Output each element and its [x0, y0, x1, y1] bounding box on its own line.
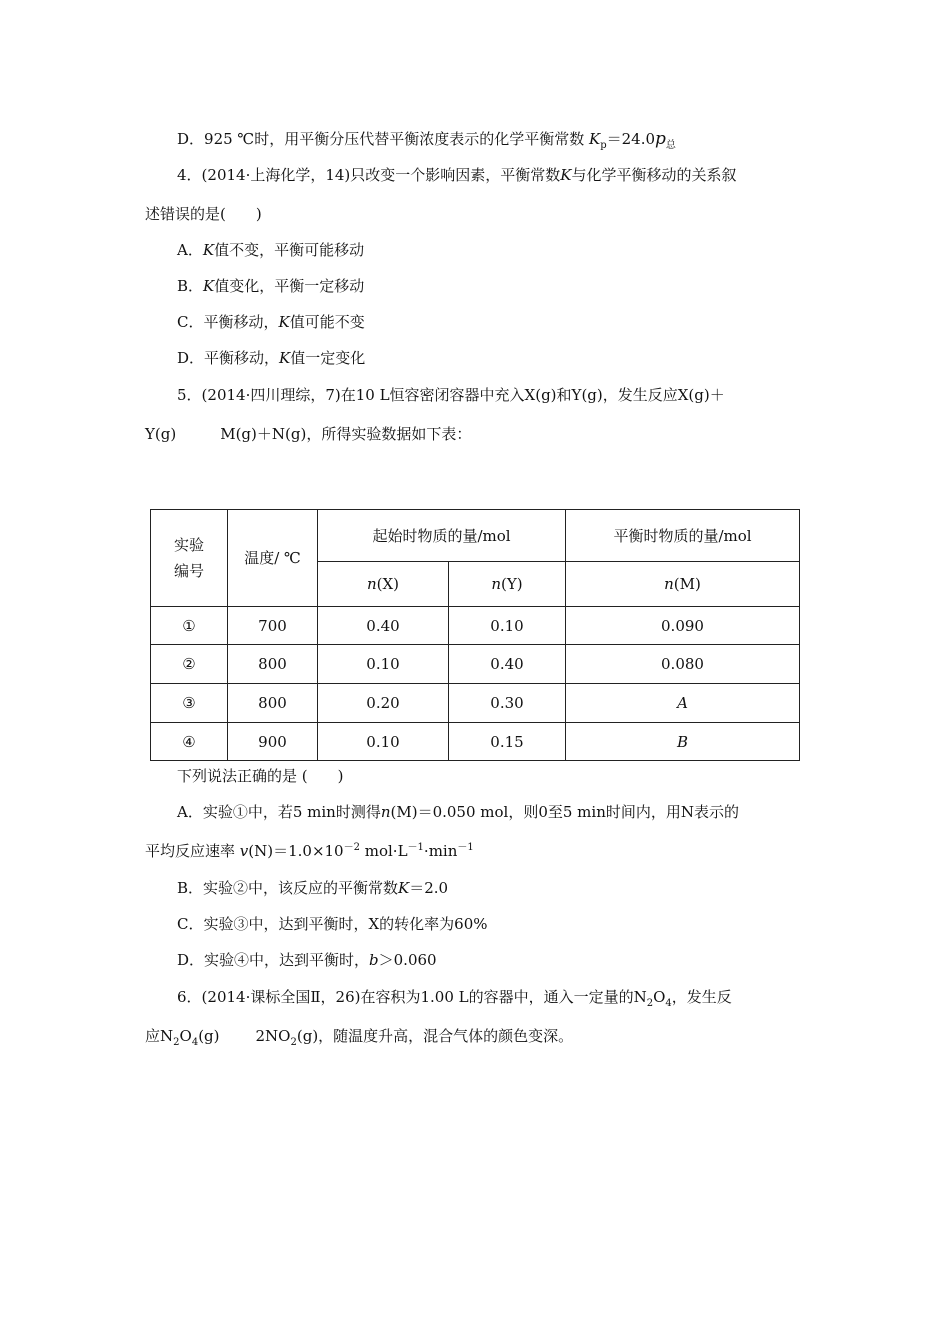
cell-temp: 900 [228, 723, 318, 761]
q6-text-e: (g)，随温度升高，混合气体的颜色变深。 [296, 1027, 574, 1045]
subheader-nx [318, 562, 449, 607]
table-row [151, 723, 800, 761]
q5-opt-a-n: n [380, 803, 391, 821]
subheader-m: (M) [673, 575, 701, 593]
cell-nm: A [566, 684, 800, 723]
q6-text-c: ，发生反 [671, 988, 732, 1006]
header-initial-amount: 起始时物质的量/mol [318, 510, 566, 562]
subscript: 4 [665, 998, 672, 1009]
q4-option-c [177, 312, 365, 332]
subheader-nm [566, 562, 800, 607]
option-prefix: A． [177, 241, 203, 259]
option-text: 值一定变化 [290, 349, 366, 367]
subheader-n: n [366, 575, 377, 593]
q5-option-a-line1 [177, 802, 739, 822]
cell-id: ② [151, 645, 228, 684]
experiment-data-table [150, 509, 800, 761]
q5-opt-b-k: K [398, 879, 410, 897]
q5-opt-a-rate-value: (N)＝1.0×10 [248, 842, 344, 860]
q5-opt-d-b: b [369, 951, 379, 969]
exponent: －1 [407, 842, 424, 853]
cell-id: ④ [151, 723, 228, 761]
subscript: 2 [290, 1037, 297, 1048]
q6-reactant-n: 应N [145, 1027, 174, 1045]
p-subscript: 总 [665, 140, 676, 151]
q4-stem-k: K [560, 166, 572, 184]
cell-nm: B [566, 723, 800, 761]
kp-value: ＝24.0 [606, 130, 656, 148]
cell-id: ③ [151, 684, 228, 723]
q5-opt-a-rate-label: 平均反应速率 [145, 842, 240, 860]
q5-opt-b-value: ＝2.0 [409, 879, 449, 897]
subheader-ny [449, 562, 566, 607]
q3-option-d [177, 129, 676, 149]
header-experiment-line1: 实验 [173, 536, 204, 554]
q4-stem-line2: 述错误的是( ) [145, 205, 262, 223]
subscript: 2 [646, 998, 654, 1009]
q5-stem-line1: 5．(2014·四川理综，7)在10 L恒容密闭容器中充入X(g)和Y(g)，发生反应X(g)＋ [177, 386, 725, 404]
cell-ny: 0.40 [449, 645, 566, 684]
cell-nx: 0.40 [318, 607, 449, 645]
q5-prompt: 下列说法正确的是 ( ) [177, 767, 344, 785]
header-experiment-no [151, 510, 228, 607]
subheader-y: (Y) [501, 575, 523, 593]
kp-symbol: K [588, 130, 601, 148]
header-equilibrium-amount: 平衡时物质的量/mol [566, 510, 800, 562]
q3-option-d-text: D．925 ℃时，用平衡分压代替平衡浓度表示的化学平衡常数 [177, 130, 589, 148]
option-text: 值可能不变 [289, 313, 365, 331]
q4-option-a [177, 240, 364, 260]
option-k: K [203, 277, 215, 295]
cell-id: ① [151, 607, 228, 645]
cell-ny: 0.10 [449, 607, 566, 645]
q6-stem-line1 [177, 987, 732, 1007]
q5-opt-a-unit-min: ·min [423, 842, 458, 860]
kp-subscript: p [600, 140, 607, 151]
option-text: 值变化，平衡一定移动 [214, 277, 365, 295]
subscript: 2 [173, 1037, 180, 1048]
q5-reactant-y: Y(g) [145, 425, 177, 443]
table-row [151, 684, 800, 723]
cell-temp: 700 [228, 607, 318, 645]
option-prefix: B． [177, 277, 204, 295]
cell-nm: 0.090 [566, 607, 800, 645]
q5-option-d [177, 950, 437, 970]
q5-products-text: M(g)＋N(g)，所得实验数据如下表： [220, 425, 472, 443]
option-k: K [202, 241, 215, 259]
q5-opt-d-text: D．实验④中，达到平衡时， [177, 951, 370, 969]
option-prefix: C．平衡移动， [177, 313, 279, 331]
option-prefix: D．平衡移动， [177, 349, 280, 367]
q6-text-a: 6．(2014·课标全国Ⅱ，26)在容积为1.00 L的容器中，通入一定量的N [177, 988, 647, 1006]
q5-opt-d-value: ＞0.060 [378, 951, 437, 969]
q5-opt-a-text-b: (M)＝0.050 mol，则0至5 min时间内，用N表示的 [390, 803, 739, 821]
cell-temp: 800 [228, 645, 318, 684]
cell-ny: 0.15 [449, 723, 566, 761]
q6-product-no: 2NO [255, 1027, 291, 1045]
q5-option-a-line2 [145, 841, 474, 861]
q4-stem-line1 [177, 165, 737, 185]
cell-ny: 0.30 [449, 684, 566, 723]
option-k: K [279, 349, 291, 367]
q6-text-o: O [653, 988, 666, 1006]
subheader-x: (X) [376, 575, 400, 593]
q5-option-b [177, 878, 448, 898]
cell-nx: 0.10 [318, 645, 449, 684]
cell-nx: 0.20 [318, 684, 449, 723]
cell-temp: 800 [228, 684, 318, 723]
option-text: 值不变，平衡可能移动 [214, 241, 365, 259]
q4-option-d [177, 348, 365, 368]
q4-stem-text-a: 4．(2014·上海化学，14)只改变一个影响因素，平衡常数 [177, 166, 561, 184]
subheader-n: n [491, 575, 502, 593]
exponent: －1 [457, 842, 474, 853]
q4-option-b [177, 276, 364, 296]
header-experiment-line2: 编号 [173, 562, 204, 580]
option-k: K [278, 313, 290, 331]
q5-option-c: C．实验③中，达到平衡时，X的转化率为60% [177, 915, 488, 933]
exponent: －2 [343, 842, 360, 853]
q6-stem-line2 [145, 1026, 573, 1046]
q6-reactant-state: (g) [198, 1027, 220, 1045]
q6-reactant-o: O [179, 1027, 192, 1045]
q5-stem-line2 [145, 424, 471, 444]
cell-nx: 0.10 [318, 723, 449, 761]
q5-opt-a-text-a: A．实验①中，若5 min时测得 [177, 803, 381, 821]
subheader-n: n [664, 575, 674, 593]
q5-opt-b-text: B．实验②中，该反应的平衡常数 [177, 879, 399, 897]
table-row [151, 645, 800, 684]
p-symbol: p [655, 129, 666, 149]
q5-opt-a-v: v [239, 842, 249, 860]
cell-nm: 0.080 [566, 645, 800, 684]
table-row [151, 607, 800, 645]
subscript: 4 [191, 1037, 199, 1048]
q5-opt-a-unit-mol: mol·L [359, 842, 408, 860]
header-temperature: 温度/ ℃ [228, 510, 318, 607]
q4-stem-text-b: 与化学平衡移动的关系叙 [571, 166, 737, 184]
